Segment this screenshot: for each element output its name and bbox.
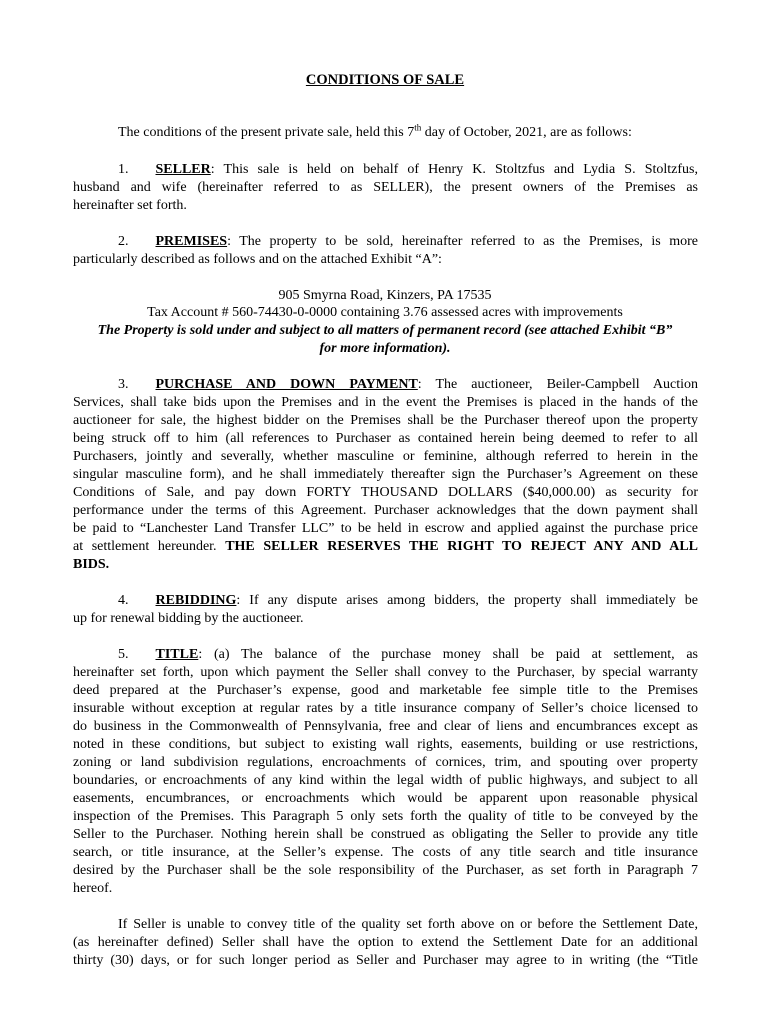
- section-3-reserve-rights: THE SELLER RESERVES THE RIGHT TO REJECT ANY AND ALL: [225, 539, 698, 554]
- section-3-line: be paid to “Lanchester Land Transfer LLC” to be held in escrow and applied against the purchase price: [73, 521, 698, 536]
- title-extension-line-2: (as hereinafter defined) Seller shall have the option to extend the Settlement Date for an additional: [73, 935, 698, 950]
- section-1-line-2: husband and wife (hereinafter referred to as SELLER), the present owners of the Premises as: [73, 180, 698, 195]
- section-4-number: 4.: [118, 593, 129, 608]
- section-3-heading: PURCHASE AND DOWN PAYMENT: [155, 377, 418, 392]
- property-note-line-1: The Property is sold under and subject to all matters of permanent record (see attached Exhibit “B”: [97, 323, 673, 338]
- section-3-line: Services, shall take bids upon the Premises and in the event the Premises is placed in the hands of the: [73, 395, 698, 410]
- section-5-number: 5.: [118, 647, 129, 662]
- section-2-heading: PREMISES: [155, 234, 228, 249]
- title-extension-line-3: thirty (30) days, or for such longer period as Seller and Purchaser may agree to in writing (the “Title: [73, 953, 698, 968]
- section-4-text: : If any dispute arises among bidders, the property shall immediately be: [236, 593, 698, 608]
- document-title: CONDITIONS OF SALE: [305, 72, 465, 88]
- section-1-line-1: [73, 161, 698, 179]
- intro-superscript: th: [414, 122, 422, 133]
- section-4-heading: REBIDDING: [155, 593, 237, 608]
- section-3-line-1: [73, 376, 698, 394]
- section-5-text: : (a) The balance of the purchase money shall be paid at settlement, as: [198, 647, 698, 662]
- section-3-line: Purchasers, jointly and severally, whether masculine or feminine, although referred to herein in the: [73, 449, 698, 464]
- section-5-line: zoning or land subdivision regulations, encroachments of cornices, trim, and spouting over property: [73, 755, 698, 770]
- section-2-line-2: particularly described as follows and on the attached Exhibit “A”:: [73, 252, 442, 267]
- section-5-line: insurable without exception at regular rates by a title insurance company of Seller’s choice licensed to: [73, 701, 698, 716]
- section-5-line: do business in the Commonwealth of Pennsylvania, free and clear of liens and encumbrances except as: [73, 719, 698, 734]
- section-2-number: 2.: [118, 234, 129, 249]
- section-3-line: auctioneer for sale, the highest bidder on the Premises shall be the Purchaser thereof upon the property: [73, 413, 698, 428]
- section-5-last-line: hereof.: [73, 881, 113, 896]
- section-3-line: Conditions of Sale, and pay down FORTY THOUSAND DOLLARS ($40,000.00) as security for: [73, 485, 698, 500]
- title-extension-line-1: If Seller is unable to convey title of the quality set forth above on or before the Settlement Date,: [118, 917, 698, 932]
- section-3-line-11: BIDS.: [73, 557, 110, 572]
- section-1-number: 1.: [118, 162, 129, 177]
- section-2-text: : The property to be sold, hereinafter referred to as the Premises, is more: [227, 234, 698, 249]
- section-5-line: noted in these conditions, but subject to existing wall rights, easements, building or use restrictions,: [73, 737, 698, 752]
- intro-text: The conditions of the present private sale, held this 7: [118, 125, 415, 140]
- section-1-heading: SELLER: [155, 162, 211, 177]
- section-3-text-end: at settlement hereunder.: [73, 539, 226, 554]
- section-3-number: 3.: [118, 377, 129, 392]
- section-1-line-3: hereinafter set forth.: [73, 198, 187, 213]
- section-5-line-1: [73, 646, 698, 664]
- section-4-line-1: [73, 592, 698, 610]
- section-5-line: inspection of the Premises. This Paragraph 5 only sets forth the quality of title to be conveyed by the: [73, 809, 698, 824]
- section-5-line: deed prepared at the Purchaser’s expense, good and marketable fee simple title to the Premises: [73, 683, 698, 698]
- section-5-line: hereinafter set forth, upon which payment the Seller shall convey to the Purchaser, by special warranty: [73, 665, 698, 680]
- property-tax-account: Tax Account # 560-74430-0-0000 containing 3.76 assessed acres with improvements: [147, 305, 623, 320]
- property-address: 905 Smyrna Road, Kinzers, PA 17535: [278, 288, 492, 303]
- section-5-line: desired by the Purchaser shall be the sole responsibility of the Purchaser, as set forth in Paragraph 7: [73, 863, 698, 878]
- section-4-line-2: up for renewal bidding by the auctioneer.: [73, 611, 304, 626]
- section-5-line: easements, encumbrances, or encroachments which would be apparent upon reasonable physical: [73, 791, 698, 806]
- property-note-line-2: for more information).: [319, 341, 451, 356]
- section-3-line: singular masculine form), and he shall immediately thereafter sign the Purchaser’s Agreement on these: [73, 467, 698, 482]
- section-5-line: boundaries, or encroachments of any kind within the legal width of public highways, and subject to all: [73, 773, 698, 788]
- section-1-text: : This sale is held on behalf of Henry K. Stoltzfus and Lydia S. Stoltzfus,: [210, 162, 698, 177]
- intro-paragraph: [118, 124, 632, 142]
- intro-text-end: day of October, 2021, are as follows:: [421, 125, 632, 140]
- section-3-line: performance under the terms of this Agreement. Purchaser acknowledges that the down payment shall: [73, 503, 698, 518]
- section-2-line-1: [73, 233, 698, 251]
- section-3-text: : The auctioneer, Beiler-Campbell Auction: [417, 377, 699, 392]
- section-5-heading: TITLE: [155, 647, 199, 662]
- section-3-line: being struck off to him (all references to Purchaser as contained herein being deemed to refer to all: [73, 431, 698, 446]
- section-5-line: search, or title insurance, at the Seller’s expense. The costs of any title search and title insurance: [73, 845, 698, 860]
- section-3-line-10: [73, 538, 698, 556]
- section-5-line: Seller to the Purchaser. Nothing herein shall be construed as obligating the Seller to provide any title: [73, 827, 698, 842]
